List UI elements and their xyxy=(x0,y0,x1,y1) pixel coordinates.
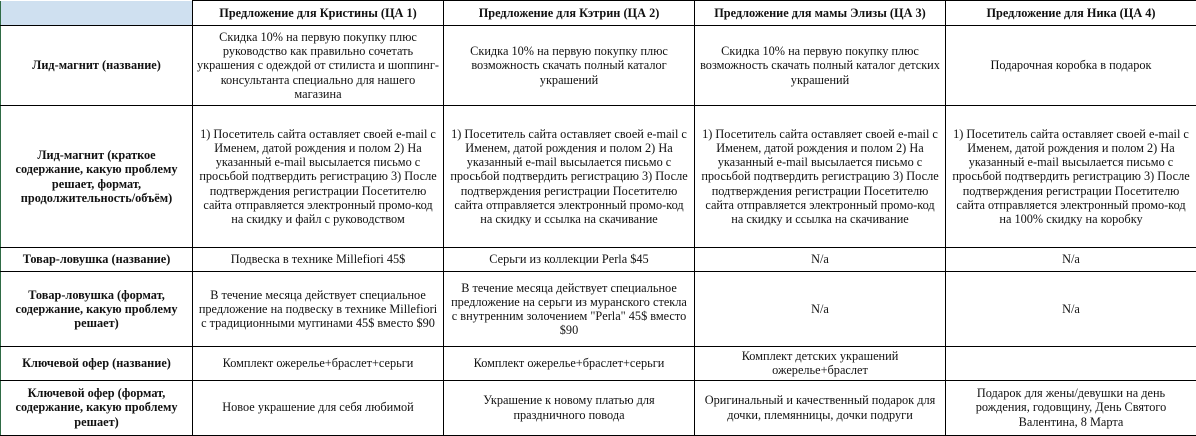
cell-tripwire-details-col1[interactable]: В течение месяца действует специальное предложение на подвеску в технике Millefiori с традиционными муrrинами 45$ вместо $90 xyxy=(193,272,444,347)
cell-core-offer-name-col2[interactable]: Комплект ожерелье+браслет+серьги xyxy=(444,347,695,381)
cell-tripwire-name-col4[interactable]: N/a xyxy=(946,248,1196,272)
cell-core-offer-name-col3[interactable]: Комплект детских украшений ожерелье+браслет xyxy=(695,347,946,381)
cell-lead-magnet-details-col3[interactable]: 1) Посетитель сайта оставляет своей e-mail с Именем, датой рождения и полом 2) На указанный e-mail высылается письмо с просьбой подтвердить регистрацию 3) После подтверждения регистрации Посетителю сайта отправляется электронный промо-код на скидку и ссылка на скачивание xyxy=(695,106,946,248)
table-row xyxy=(1,347,1196,381)
cell-core-offer-details-col3[interactable]: Оригинальный и качественный подарок для дочки, племянницы, дочки подруги xyxy=(695,380,946,435)
cell-lead-magnet-name-col3[interactable]: Скидка 10% на первую покупку плюс возможность скачать полный каталог детских украшений xyxy=(695,26,946,106)
row-label-tripwire-name: Товар-ловушка (название) xyxy=(1,248,193,272)
row-label-lead-magnet-details: Лид-магнит (краткое содержание, какую проблему решает, формат, продолжительность/объём) xyxy=(1,106,193,248)
cell-lead-magnet-name-col1[interactable]: Скидка 10% на первую покупку плюс руководство как правильно сочетать украшения с одеждой от стилиста и шоппинг-консультанта специально для нашего магазина xyxy=(193,26,444,106)
cell-lead-magnet-details-col4[interactable]: 1) Посетитель сайта оставляет своей e-mail с Именем, датой рождения и полом 2) На указанный e-mail высылается письмо с просьбой подтвердить регистрацию 3) После подтверждения регистрации Посетителю сайта отправляется электронный промо-код на 100% скидку на коробку xyxy=(946,106,1196,248)
cell-lead-magnet-name-col2[interactable]: Скидка 10% на первую покупку плюс возможность скачать полный каталог украшений xyxy=(444,26,695,106)
table-row xyxy=(1,248,1196,272)
cell-core-offer-details-col4[interactable]: Подарок для жены/девушки на день рождения, годовщину, День Святого Валентина, 8 Марта xyxy=(946,380,1196,435)
cell-tripwire-name-col1[interactable]: Подвеска в технике Millefiori 45$ xyxy=(193,248,444,272)
row-label-core-offer-name: Ключевой офер (название) xyxy=(1,347,193,381)
cell-tripwire-details-col2[interactable]: В течение месяца действует специальное предложение на серьги из муранского стекла с внутренним золочением "Perla" 45$ вместо $90 xyxy=(444,272,695,347)
cell-core-offer-name-col4[interactable] xyxy=(946,347,1196,381)
header-corner-cell xyxy=(1,1,193,26)
table-row xyxy=(1,26,1196,106)
header-col-1[interactable]: Предложение для Кристины (ЦА 1) xyxy=(193,1,444,26)
header-col-3[interactable]: Предложение для мамы Элизы (ЦА 3) xyxy=(695,1,946,26)
cell-core-offer-details-col2[interactable]: Украшение к новому платью для праздничного повода xyxy=(444,380,695,435)
cell-tripwire-name-col3[interactable]: N/a xyxy=(695,248,946,272)
table-row xyxy=(1,272,1196,347)
cell-core-offer-name-col1[interactable]: Комплект ожерелье+браслет+серьги xyxy=(193,347,444,381)
header-col-2[interactable]: Предложение для Кэтрин (ЦА 2) xyxy=(444,1,695,26)
cell-lead-magnet-name-col4[interactable]: Подарочная коробка в подарок xyxy=(946,26,1196,106)
cell-tripwire-name-col2[interactable]: Серьги из коллекции Perla $45 xyxy=(444,248,695,272)
table-header-row xyxy=(1,1,1196,26)
row-label-core-offer-details: Ключевой офер (формат, содержание, какую проблему решает) xyxy=(1,380,193,435)
table-row xyxy=(1,380,1196,435)
row-label-lead-magnet-name: Лид-магнит (название) xyxy=(1,26,193,106)
cell-tripwire-details-col4[interactable]: N/a xyxy=(946,272,1196,347)
cell-lead-magnet-details-col1[interactable]: 1) Посетитель сайта оставляет своей e-mail с Именем, датой рождения и полом 2) На указанный e-mail высылается письмо с просьбой подтвердить регистрацию 3) После подтверждения регистрации Посетителю сайта отправляется электронный промо-код на скидку и файл с руководством xyxy=(193,106,444,248)
cell-core-offer-details-col1[interactable]: Новое украшение для себя любимой xyxy=(193,380,444,435)
header-col-4[interactable]: Предложение для Ника (ЦА 4) xyxy=(946,1,1196,26)
row-label-tripwire-details: Товар-ловушка (формат, содержание, какую проблему решает) xyxy=(1,272,193,347)
cell-tripwire-details-col3[interactable]: N/a xyxy=(695,272,946,347)
cell-lead-magnet-details-col2[interactable]: 1) Посетитель сайта оставляет своей e-mail с Именем, датой рождения и полом 2) На указанный e-mail высылается письмо с просьбой подтвердить регистрацию 3) После подтверждения регистрации Посетителю сайта отправляется электронный промо-код на скидку и ссылка на скачивание xyxy=(444,106,695,248)
table-row xyxy=(1,106,1196,248)
